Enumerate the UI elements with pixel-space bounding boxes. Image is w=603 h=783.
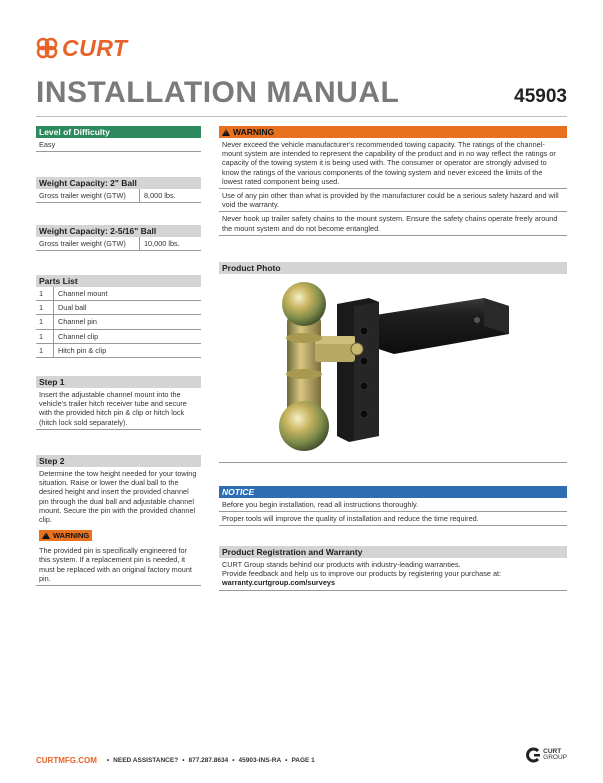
warning-heading [219,126,567,138]
footer-phone[interactable]: 877.287.8634 [188,757,229,764]
warning-paragraph-1: Never exceed the vehicle manufacturer's recommended towing capacity. The ratings of the channel-mount system are intended to represent the capability of the product and in no way reflect the ratings or capacity of the towing system it is being used with. The consumer or operator are strongly advised to know the ratings of the various components of the towing system and never exceed the limits of the lowest rated component being used. [222,140,556,186]
registration-paragraph-1: CURT Group stands behind our products with industry-leading warranties. [222,560,461,569]
gtw-value: 10,000 lbs. [144,239,180,248]
warning-heading-text: WARNING [233,127,275,137]
list-item [36,287,201,301]
step-2-text: Determine the tow height needed for your towing situation. Raise or lower the dual ball to the desired height and insert the provided channel pin through the dual ball and adjustable channel mount. Secure the pin with the provided channel clip. [39,469,197,525]
warning-section [219,126,567,236]
part-name: Channel pin [58,317,97,327]
part-qty: 1 [36,315,54,328]
capacity-2-heading: Weight Capacity: 2" Ball [36,177,201,189]
capacity-2-section [36,177,201,203]
divider [219,525,567,526]
parts-list-section [36,275,201,358]
curt-group-icon [525,747,541,763]
footer-doc-number: 45903-INS-RA [238,757,282,764]
part-qty: 1 [36,330,54,343]
divider [36,151,201,152]
footer-site-link[interactable]: CURTMFG.COM [36,756,97,765]
warning-triangle-icon [42,532,50,539]
part-qty: 1 [36,301,54,314]
warning-triangle-icon [222,129,230,136]
gtw-value: 8,000 lbs. [144,191,176,200]
footer-separator: • [285,757,288,764]
footer-separator: • [182,757,185,764]
part-name: Channel mount [58,289,108,298]
divider [219,235,567,236]
divider [219,590,567,591]
warning-paragraph-2: Use of any pin other than what is provided by the manufacturer could be a serious safety hazard and will void the warranty. [222,191,559,210]
step-2-warning-badge [39,530,92,541]
part-qty: 1 [36,344,54,357]
part-name: Hitch pin & clip [58,345,107,355]
capacity-2516-section [36,225,201,251]
registration-section [219,546,567,591]
list-item [36,344,201,358]
step-1-text: Insert the adjustable channel mount into the vehicle's trailer hitch receiver tube and secure with the provided hitch pin & clip or hitch lock (hitch lock sold separately). [39,390,187,427]
step-2-heading: Step 2 [36,455,201,467]
capacity-2516-row [36,237,201,251]
curt-logo [36,36,127,60]
divider [36,585,201,586]
warning-paragraph-3: Never hook up trailer safety chains to the mount system. Ensure the safety chains operate freely around the mount system and do not become entangled. [222,214,558,233]
list-item [36,330,201,344]
notice-heading: NOTICE [219,486,567,498]
footer-separator: • [232,757,235,764]
footer [36,756,315,765]
list-item [36,301,201,315]
capacity-2516-heading: Weight Capacity: 2-5/16" Ball [36,225,201,237]
product-photo [219,276,567,464]
parts-list-heading: Parts List [36,275,201,287]
curt-group-logo [525,747,567,763]
difficulty-section [36,126,201,152]
photo-heading: Product Photo [219,262,567,274]
footer-separator: • [106,757,110,764]
step-1-heading: Step 1 [36,376,201,388]
notice-paragraph-2: Proper tools will improve the quality of installation and reduce the time required. [222,514,479,524]
logo-text: CURT [62,34,128,61]
gtw-label: Gross trailer weight (GTW) [36,237,140,250]
step-2-warning-text: The provided pin is specifically engineered for this system. If a replacement pin is needed, it must be replaced with an original factory mount pin. [39,546,192,583]
brand-text [543,749,567,762]
step-2-section [36,455,201,586]
footer-page: PAGE 1 [291,757,315,764]
capacity-2-row [36,189,201,203]
part-name: Dual ball [58,303,87,313]
title-divider [36,116,567,117]
registration-heading: Product Registration and Warranty [219,546,567,558]
part-qty: 1 [36,287,54,300]
notice-section [219,486,567,526]
gtw-label: Gross trailer weight (GTW) [36,189,140,202]
curt-logo-icon [36,37,58,59]
footer-assist: NEED ASSISTANCE? [113,757,179,764]
page-title: INSTALLATION MANUAL [36,76,400,109]
part-number: 45903 [514,86,567,107]
divider [36,429,201,430]
brand-line-1: CURT [543,747,562,755]
part-name: Channel clip [58,331,99,341]
photo-section [219,262,567,274]
list-item [36,315,201,329]
photo-bottom-rule [219,462,567,463]
difficulty-heading: Level of Difficulty [36,126,201,138]
brand-line-2: GROUP [543,754,567,761]
divider [219,462,567,463]
warranty-link[interactable]: warranty.curtgroup.com/surveys [222,578,336,588]
registration-paragraph-2: Provide feedback and help us to improve our products by registering your purchase at: [222,569,502,579]
notice-paragraph-1: Before you begin installation, read all instructions thoroughly. [222,500,419,509]
step-1-section [36,376,201,430]
difficulty-value: Easy [39,140,56,149]
warning-label: WARNING [53,531,90,541]
